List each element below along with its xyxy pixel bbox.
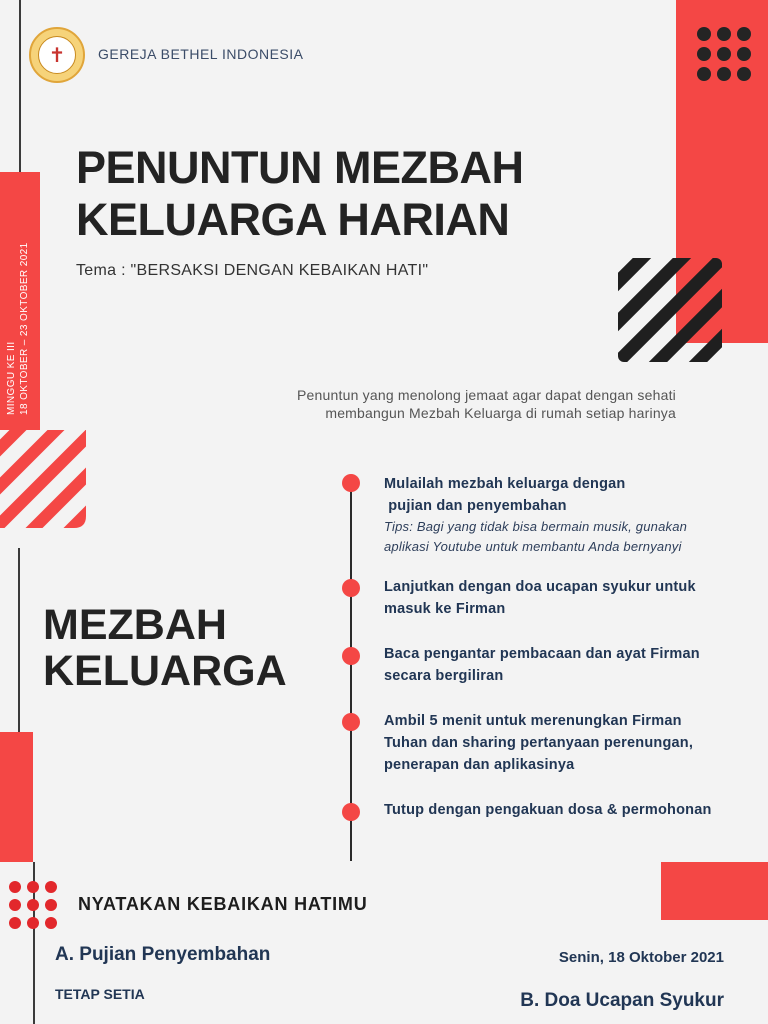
section-a-title: A. Pujian Penyembahan [55,944,271,965]
intro-description: Penuntun yang menolong jemaat agar dapat dengan sehati membangun Mezbah Keluarga di rumah setiap harinya [297,387,676,421]
title-line-1: PENUNTUN MEZBAH [76,142,524,193]
step-1: Mulailah mezbah keluarga dengan pujian dan penyembahan Tips: Bagi yang tidak bisa bermain musik, gunakan aplikasi Youtube untuk membantu Anda bernyanyi [384,473,754,557]
org-name: GEREJA BETHEL INDONESIA [98,46,304,62]
side-week-number: MINGGU KE III [6,341,17,415]
timeline-dot-3 [342,647,360,665]
church-cross-logo [29,27,85,83]
page-title [76,142,524,246]
stripes-dark-right [618,258,722,362]
side-week-range: 18 OKTOBER – 23 OKTOBER 2021 [19,242,30,415]
timeline-dot-1 [342,474,360,492]
section-b-title: B. Doa Ucapan Syukur [520,990,724,1011]
section-a-song: TETAP SETIA [55,986,145,1002]
dots-grid-bottom-left [9,881,57,929]
step-3: Baca pengantar pembacaan dan ayat Firman secara bergiliran [384,646,700,684]
left-rail-middle [18,548,20,732]
timeline-dot-4 [342,713,360,731]
red-block-left-lower [0,732,33,862]
section-heading: MEZBAH KELUARGA [43,601,287,695]
date-label: Senin, 18 Oktober 2021 [558,949,724,966]
step-5: Tutup dengan pengakuan dosa & permohonan [384,802,712,818]
step-2: Lanjutkan dengan doa ucapan syukur untuk masuk ke Firman [384,579,696,617]
dots-grid-top-right [697,27,751,81]
stripes-red-left [0,430,86,528]
step-4: Ambil 5 menit untuk merenungkan Firman Tuhan dan sharing pertanyaan perenungan, penerapan dan aplikasinya [384,713,694,773]
theme-text: Tema : "BERSAKSI DENGAN KEBAIKAN HATI" [76,262,429,279]
timeline-dot-5 [342,803,360,821]
timeline-dot-2 [342,579,360,597]
left-rail-top [19,0,21,172]
side-week-label [5,235,31,415]
cross-icon: ✝ [38,36,76,74]
red-block-bottom-right [661,862,768,920]
slogan: NYATAKAN KEBAIKAN HATIMU [78,894,368,914]
step-1-tip: Tips: Bagi yang tidak bisa bermain musik, gunakan [384,519,688,534]
title-line-2: KELUARGA HARIAN [76,194,510,245]
